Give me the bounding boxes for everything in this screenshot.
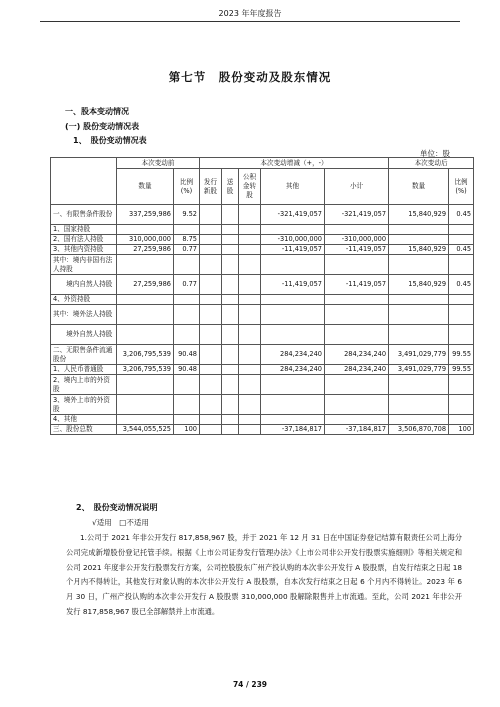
cell-ratio-after	[449, 305, 474, 325]
table-row	[51, 255, 474, 275]
cell-qty-after	[389, 395, 449, 415]
cell-bonus	[222, 275, 239, 295]
cell-other: -11,419,057	[261, 275, 325, 295]
cell-other: -321,419,057	[261, 205, 325, 225]
cell-reserve	[239, 245, 261, 255]
cell-qty-after	[389, 305, 449, 325]
cell-subtotal: -11,419,057	[325, 275, 389, 295]
cell-qty-after: 3,491,029,779	[389, 365, 449, 375]
cell-new-issue	[200, 395, 222, 415]
cell-qty-before: 3,206,795,539	[117, 345, 174, 365]
page-number: 74 / 239	[232, 680, 268, 689]
cell-subtotal	[325, 305, 389, 325]
group-header-before: 本次变动前	[117, 158, 200, 169]
cell-ratio-before	[174, 325, 200, 345]
cell-ratio-before: 90.48	[174, 365, 200, 375]
cell-other	[261, 415, 325, 425]
cell-reserve	[239, 235, 261, 245]
group-header-change: 本次变动增减（+，-）	[200, 158, 389, 169]
table-row	[51, 275, 474, 295]
cell-qty-after	[389, 255, 449, 275]
cell-subtotal: -310,000,000	[325, 235, 389, 245]
cell-qty-before: 3,206,795,539	[117, 365, 174, 375]
heading-share-capital-changes: 一、股本变动情况	[65, 107, 129, 116]
cell-bonus	[222, 345, 239, 365]
row-label: 其中：境外法人持股	[51, 305, 117, 325]
cell-ratio-before	[174, 415, 200, 425]
cell-qty-before: 27,259,986	[117, 245, 174, 255]
cell-subtotal	[325, 225, 389, 235]
cell-bonus	[222, 295, 239, 305]
cell-subtotal: -37,184,817	[325, 425, 389, 435]
col-header-new-issue: 发行新股	[200, 169, 222, 205]
cell-new-issue	[200, 375, 222, 395]
cell-other	[261, 295, 325, 305]
cell-ratio-after	[449, 225, 474, 235]
cell-new-issue	[200, 305, 222, 325]
cell-ratio-after	[449, 395, 474, 415]
cell-ratio-before	[174, 225, 200, 235]
cell-qty-after	[389, 235, 449, 245]
cell-ratio-after: 0.45	[449, 275, 474, 295]
cell-qty-after: 3,491,029,779	[389, 345, 449, 365]
cell-ratio-before: 8.75	[174, 235, 200, 245]
cell-other	[261, 325, 325, 345]
row-label: 境内自然人持股	[51, 275, 117, 295]
cell-qty-before: 337,259,986	[117, 205, 174, 225]
cell-reserve	[239, 375, 261, 395]
cell-new-issue	[200, 235, 222, 245]
row-label: 3、境外上市的外资股	[51, 395, 117, 415]
cell-bonus	[222, 325, 239, 345]
cell-new-issue	[200, 365, 222, 375]
cell-other: 284,234,240	[261, 365, 325, 375]
cell-bonus	[222, 305, 239, 325]
cell-bonus	[222, 365, 239, 375]
cell-subtotal	[325, 325, 389, 345]
cell-qty-before	[117, 375, 174, 395]
cell-reserve	[239, 255, 261, 275]
share-change-table	[50, 157, 474, 435]
heading-share-change-table: (一) 股份变动情况表	[65, 122, 140, 131]
cell-ratio-after: 0.45	[449, 245, 474, 255]
table-row	[51, 425, 474, 435]
cell-other: 284,234,240	[261, 345, 325, 365]
cell-qty-after: 15,840,929	[389, 205, 449, 225]
header-divider	[40, 21, 460, 22]
cell-new-issue	[200, 425, 222, 435]
cell-bonus	[222, 205, 239, 225]
cell-qty-before	[117, 415, 174, 425]
heading-share-change-table-sub: 1、 股份变动情况表	[73, 136, 147, 145]
cell-reserve	[239, 395, 261, 415]
col-header-qty-before: 数量	[117, 169, 174, 205]
row-label: 其中：境内非国有法人持股	[51, 255, 117, 275]
row-label: 4、外资持股	[51, 295, 117, 305]
cell-ratio-before	[174, 295, 200, 305]
cell-qty-after	[389, 225, 449, 235]
cell-qty-before: 27,259,986	[117, 275, 174, 295]
cell-qty-after: 15,840,929	[389, 245, 449, 255]
table-row	[51, 225, 474, 235]
cell-ratio-before: 0.77	[174, 245, 200, 255]
cell-ratio-before	[174, 375, 200, 395]
cell-subtotal	[325, 415, 389, 425]
cell-ratio-before	[174, 255, 200, 275]
cell-bonus	[222, 225, 239, 235]
report-header: 2023 年年度报告	[218, 9, 282, 18]
cell-new-issue	[200, 345, 222, 365]
row-label: 3、其他内资持股	[51, 245, 117, 255]
cell-other	[261, 255, 325, 275]
heading-change-explanation: 2、 股份变动情况说明	[76, 503, 158, 512]
cell-ratio-after	[449, 375, 474, 395]
header-blank-cell	[51, 158, 117, 205]
cell-qty-after: 3,506,870,708	[389, 425, 449, 435]
cell-subtotal	[325, 255, 389, 275]
cell-other	[261, 225, 325, 235]
cell-qty-after	[389, 325, 449, 345]
cell-qty-before	[117, 295, 174, 305]
cell-new-issue	[200, 415, 222, 425]
cell-ratio-after	[449, 325, 474, 345]
cell-new-issue	[200, 325, 222, 345]
cell-qty-after	[389, 295, 449, 305]
col-header-reserve: 公积金转股	[239, 169, 261, 205]
cell-ratio-after: 99.55	[449, 365, 474, 375]
col-header-other: 其他	[261, 169, 325, 205]
table-row	[51, 245, 474, 255]
cell-ratio-after	[449, 295, 474, 305]
cell-new-issue	[200, 255, 222, 275]
table-row	[51, 365, 474, 375]
cell-ratio-before	[174, 395, 200, 415]
row-label: 4、其他	[51, 415, 117, 425]
table-row	[51, 325, 474, 345]
cell-ratio-before: 0.77	[174, 275, 200, 295]
explanation-paragraph: 1.公司于 2021 年非公开发行 817,858,967 股，并于 2021 年 12 月 31 日在中国证券登记结算有限责任公司上海分公司完成新增股份登记托管手续。根据《上市公司证券发行管理办法》《上市公司非公开发行股票实施细则》等相关规定和公司 2021 年度非公开发行股票发行方案，公司控股股东广州产投认购的本次非公开发行 A 股股票，自发行结束之日起 18 个月内不得转让，其他发行对象认购的本次非公开发行 A 股股票，自本次发行结束之日起 6 个月内不得转让。2023 年 6 月 30 日，广州产投认购的本次非公开发行 A 股股票 310,000,000 股解除限售并上市流通。至此，公司 2021 年非公开发行 817,858,967 股已全部解禁并上市流通。	[66, 533, 462, 616]
col-header-bonus: 送股	[222, 169, 239, 205]
cell-subtotal: -321,419,057	[325, 205, 389, 225]
row-label: 二、无限售条件流通股份	[51, 345, 117, 365]
cell-reserve	[239, 425, 261, 435]
cell-bonus	[222, 375, 239, 395]
cell-subtotal	[325, 395, 389, 415]
cell-reserve	[239, 415, 261, 425]
cell-qty-before: 310,000,000	[117, 235, 174, 245]
cell-reserve	[239, 325, 261, 345]
cell-other: -37,184,817	[261, 425, 325, 435]
cell-subtotal: 284,234,240	[325, 345, 389, 365]
cell-new-issue	[200, 225, 222, 235]
col-header-ratio-after: 比例(%)	[449, 169, 474, 205]
cell-qty-before	[117, 305, 174, 325]
col-header-ratio-before: 比例(%)	[174, 169, 200, 205]
cell-ratio-after	[449, 255, 474, 275]
cell-reserve	[239, 365, 261, 375]
cell-bonus	[222, 425, 239, 435]
row-label: 三、股份总数	[51, 425, 117, 435]
cell-qty-before: 3,544,055,525	[117, 425, 174, 435]
cell-ratio-before	[174, 305, 200, 325]
cell-ratio-after: 0.45	[449, 205, 474, 225]
table-row	[51, 235, 474, 245]
cell-bonus	[222, 235, 239, 245]
cell-qty-before	[117, 325, 174, 345]
cell-bonus	[222, 245, 239, 255]
unit-label: 单位：股	[420, 149, 450, 158]
cell-qty-after	[389, 375, 449, 395]
row-label: 境外自然人持股	[51, 325, 117, 345]
cell-other: -11,419,057	[261, 245, 325, 255]
cell-qty-after: 15,840,929	[389, 275, 449, 295]
cell-ratio-after: 99.55	[449, 345, 474, 365]
table-row	[51, 345, 474, 365]
cell-ratio-before: 9.52	[174, 205, 200, 225]
table-row	[51, 305, 474, 325]
cell-subtotal	[325, 295, 389, 305]
cell-qty-before	[117, 255, 174, 275]
cell-subtotal: -11,419,057	[325, 245, 389, 255]
cell-new-issue	[200, 245, 222, 255]
cell-reserve	[239, 205, 261, 225]
cell-reserve	[239, 225, 261, 235]
cell-reserve	[239, 275, 261, 295]
cell-new-issue	[200, 295, 222, 305]
cell-bonus	[222, 395, 239, 415]
group-header-after: 本次变动后	[389, 158, 474, 169]
cell-reserve	[239, 305, 261, 325]
cell-qty-before	[117, 395, 174, 415]
cell-qty-before	[117, 225, 174, 235]
section-title: 第七节 股份变动及股东情况	[168, 70, 332, 84]
applicability-checkbox-text: √适用 □不适用	[92, 518, 149, 527]
table-row	[51, 395, 474, 415]
cell-other	[261, 395, 325, 415]
cell-new-issue	[200, 205, 222, 225]
cell-other	[261, 375, 325, 395]
cell-subtotal	[325, 375, 389, 395]
table-row	[51, 205, 474, 225]
row-label: 2、境内上市的外资股	[51, 375, 117, 395]
cell-reserve	[239, 295, 261, 305]
table-row	[51, 295, 474, 305]
row-label: 2、国有法人持股	[51, 235, 117, 245]
cell-other	[261, 305, 325, 325]
table-row	[51, 415, 474, 425]
cell-ratio-after: 100	[449, 425, 474, 435]
cell-bonus	[222, 415, 239, 425]
row-label: 一、有限售条件股份	[51, 205, 117, 225]
row-label: 1、国家持股	[51, 225, 117, 235]
cell-ratio-before: 100	[174, 425, 200, 435]
cell-ratio-after	[449, 235, 474, 245]
cell-qty-after	[389, 415, 449, 425]
row-label: 1、人民币普通股	[51, 365, 117, 375]
cell-other: -310,000,000	[261, 235, 325, 245]
cell-new-issue	[200, 275, 222, 295]
cell-ratio-after	[449, 415, 474, 425]
cell-subtotal: 284,234,240	[325, 365, 389, 375]
cell-bonus	[222, 255, 239, 275]
cell-reserve	[239, 345, 261, 365]
col-header-qty-after: 数量	[389, 169, 449, 205]
table-row	[51, 375, 474, 395]
cell-ratio-before: 90.48	[174, 345, 200, 365]
col-header-subtotal: 小计	[325, 169, 389, 205]
